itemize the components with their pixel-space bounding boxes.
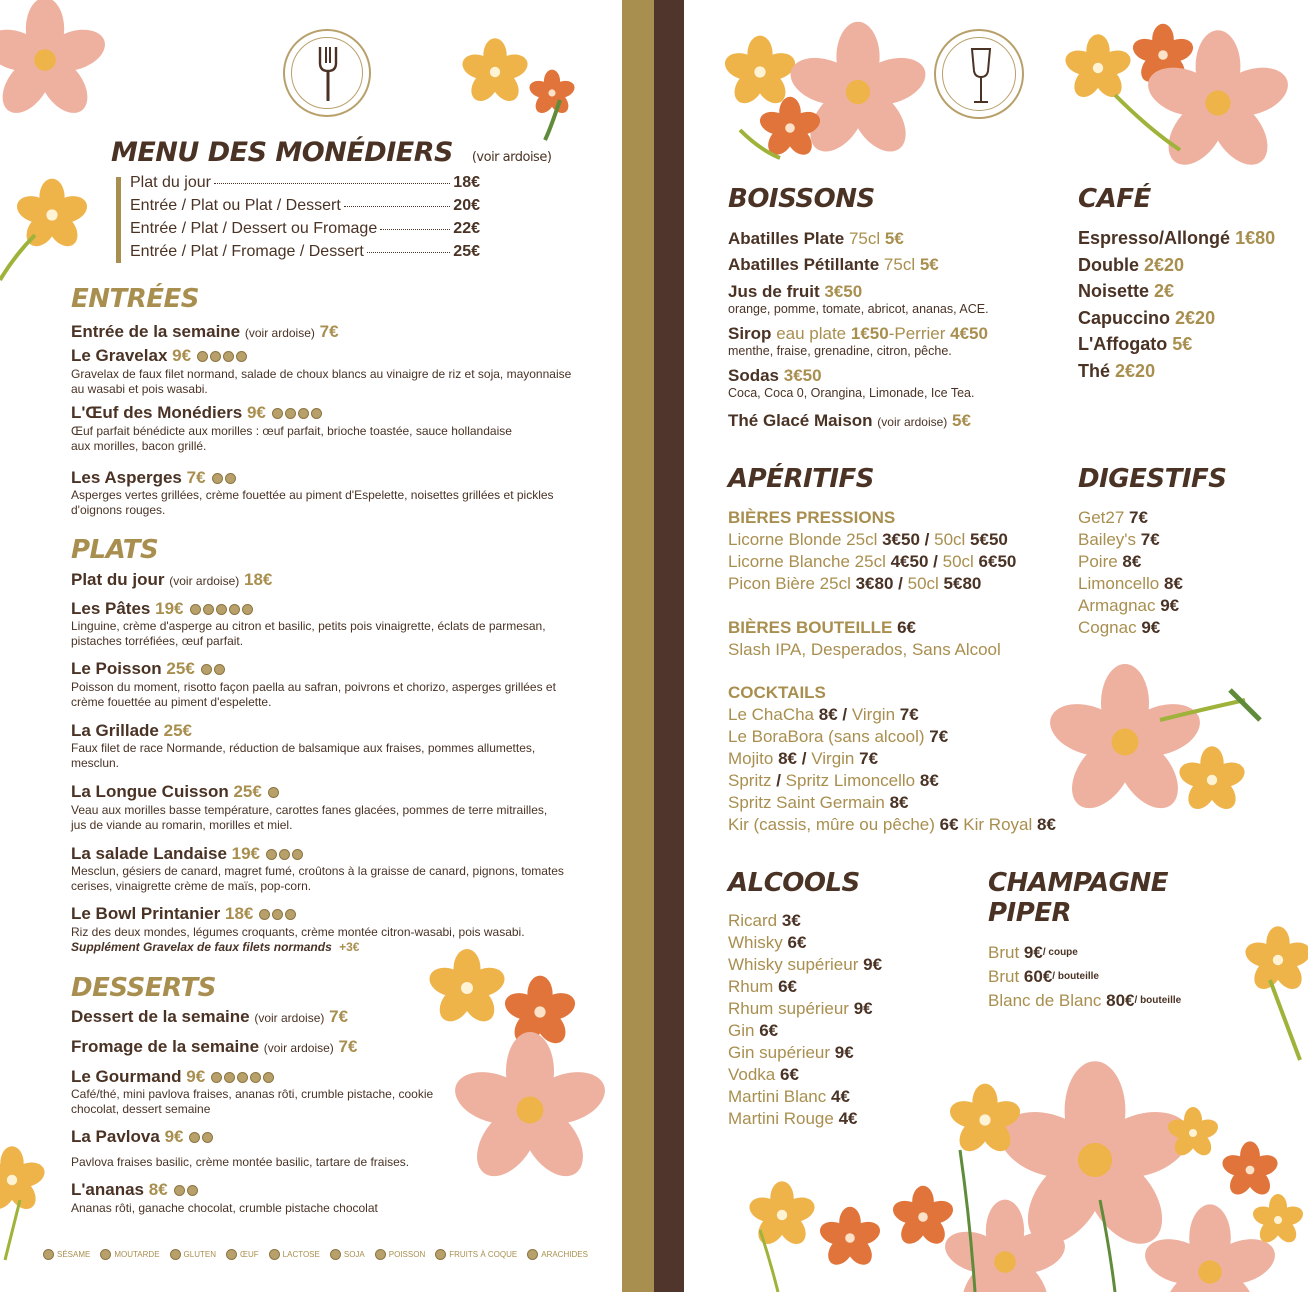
allergen-icons [268,787,279,798]
biere-item: Picon Bière 25cl 3€80 / 50cl 5€80 [728,574,982,593]
allergen-icons [190,604,253,615]
desc-grillade: Faux filet de race Normande, réduction de balsamique aux fraises, pommes allumettes, mesclun. [71,741,536,770]
digestif-item: Cognac 9€ [1078,618,1161,637]
digestifs-list [1078,507,1183,639]
cocktail-item: Le ChaCha 8€ / Virgin 7€ [728,705,919,724]
fork-medal [283,29,371,117]
dish-longue-cuisson: La Longue Cuisson 25€ [71,782,279,802]
legend-item: SÉSAME [43,1249,90,1260]
allergen-legend [43,1249,594,1260]
digestifs-title: DIGESTIFS [1078,464,1227,494]
allergen-icons [174,1185,198,1196]
bieres-bouteille-list: Slash IPA, Desperados, Sans Alcool [728,640,1001,659]
alcool-item: Whisky 6€ [728,933,807,952]
legend-item: SOJA [330,1249,365,1260]
alcool-item: Rhum 6€ [728,977,798,996]
desc-salade-landaise: Mesclun, gésiers de canard, magret fumé, croûtons à la graisse de canard, pignons, tomates cerises, vinaigrette crème de maïs, pop-corn. [71,864,564,893]
dish-entree-semaine: Entrée de la semaine (voir ardoise) 7€ [71,322,339,341]
dish-dessert-semaine: Dessert de la semaine (voir ardoise) 7€ [71,1007,349,1026]
digestif-item: Get27 7€ [1078,508,1148,527]
dish-oeuf: L'Œuf des Monédiers 9€ [71,403,322,423]
dish-salade-landaise: La salade Landaise 19€ [71,844,303,864]
cocktails-title: COCKTAILS [728,683,826,702]
alcool-item: Ricard 3€ [728,911,801,930]
allergen-icons [259,909,296,920]
fork-icon [315,45,341,103]
desc-oeuf: Œuf parfait bénédicte aux morilles : œuf parfait, brioche toastée, sauce hollandaise aux morilles, bacon grillé. [71,424,512,453]
alcool-item: Martini Rouge 4€ [728,1109,858,1128]
alcool-item: Gin 6€ [728,1021,779,1040]
desc-gourmand: Café/thé, mini pavlova fraises, ananas rôti, crumble pistache, cookie chocolat, dessert semaine [71,1087,434,1116]
menu-row: Entrée / Plat / Dessert ou Fromage 22€ [130,220,480,237]
dish-grillade: La Grillade 25€ [71,721,192,740]
bev-the-glace: Thé Glacé Maison (voir ardoise) 5€ [728,411,971,430]
champagne-title: CHAMPAGNE PIPER [988,868,1168,928]
alcool-item: Martini Blanc 4€ [728,1087,850,1106]
alcools-list [728,910,882,1130]
allergen-icons [197,351,247,362]
wine-glass-icon [967,47,995,105]
cafe-title: CAFÉ [1078,184,1151,214]
bieres-list [728,529,1016,595]
cocktails-list [728,704,1056,836]
legend-item: FRUITS À COQUE [435,1249,517,1260]
legend-item: MOUTARDE [100,1249,159,1260]
alcool-item: Vodka 6€ [728,1065,799,1084]
cafe-item: L'Affogato 5€ [1078,334,1193,354]
digestif-item: Limoncello 8€ [1078,574,1183,593]
digestif-item: Poire 8€ [1078,552,1142,571]
desc-pates: Linguine, crème d'asperge au citron et basilic, petits pois vinaigrette, éclats de parmesan, pistaches torréfiées, œuf parfait. [71,619,546,648]
aperitifs-title: APÉRITIFS [728,464,875,494]
legend-item: GLUTEN [170,1249,216,1260]
digestif-item: Armagnac 9€ [1078,596,1180,615]
dish-gravelax: Le Gravelax 9€ [71,346,247,366]
desc-gravelax: Gravelax de faux filet normand, salade de choux blancs au vinaigre de riz et soja, mayonnaise au wasabi et pois wasabi. [71,367,572,396]
biere-item: Licorne Blonde 25cl 3€50 / 50cl 5€50 [728,530,1008,549]
cafe-item: Capuccino 2€20 [1078,307,1216,328]
bev-sodas: Sodas 3€50 [728,366,822,385]
cocktail-item: Spritz Saint Germain 8€ [728,793,909,812]
legend-item: ŒUF [226,1249,259,1260]
center-band-brown [654,0,684,1292]
desserts-title: DESSERTS [71,973,216,1003]
bev-sirop-sub: menthe, fraise, grenadine, citron, pêche. [728,344,952,358]
dish-pates: Les Pâtes 19€ [71,599,253,619]
champagne-item: Brut 60€$^{/ bouteille}$ [988,967,1099,986]
allergen-icons [201,664,225,675]
allergen-icons [266,849,303,860]
cafe-item: Thé 2€20 [1078,360,1156,381]
cafe-item: Double 2€20 [1078,254,1185,275]
bev-sirop: Sirop eau plate 1€50-Perrier 4€50 [728,324,988,343]
cocktail-item: Spritz / Spritz Limoncello 8€ [728,771,939,790]
dish-poisson: Le Poisson 25€ [71,659,225,679]
menu-row: Entrée / Plat / Fromage / Dessert 25€ [130,243,480,260]
champagne-item: Brut 9€$^{/ coupe}$ [988,943,1078,962]
desc-pavlova: Pavlova fraises basilic, crème montée basilic, tartare de fraises. [71,1155,410,1169]
menu-bar [116,177,121,263]
biere-item: Licorne Blanche 25cl 4€50 / 50cl 6€50 [728,552,1017,571]
desc-bowl-printanier: Riz des deux mondes, légumes croquants, crème montée citron-wasabi, pois wasabi. [71,925,525,939]
cocktail-item: Kir (cassis, mûre ou pêche) 6€ Kir Royal 8€ [728,815,1056,834]
bieres-bouteille-title: BIÈRES BOUTEILLE 6€ [728,618,917,637]
cocktail-item: Le BoraBora (sans alcool) 7€ [728,727,949,746]
menu-note: (voir ardoise) [471,150,552,165]
champagne-list [988,941,1181,1013]
bev-abatilles-petillante: Abatilles Pétillante 75cl 5€ [728,255,939,274]
menu-row: Entrée / Plat ou Plat / Dessert 20€ [130,197,480,214]
dish-gourmand: Le Gourmand 9€ [71,1067,274,1087]
dish-pavlova: La Pavlova 9€ [71,1127,213,1147]
wine-glass-medal [934,29,1024,119]
dish-ananas: L'ananas 8€ [71,1180,198,1200]
cafe-item: Noisette 2€ [1078,281,1175,301]
alcool-item: Rhum supérieur 9€ [728,999,873,1018]
legend-item: LACTOSE [269,1249,320,1260]
bieres-pressions-title: BIÈRES PRESSIONS [728,508,896,527]
bev-jus-de-fruit: Jus de fruit 3€50 [728,282,863,301]
dish-plat-du-jour: Plat du jour (voir ardoise) 18€ [71,570,273,589]
cafe-list [1078,225,1275,384]
dish-bowl-printanier: Le Bowl Printanier 18€ [71,904,296,924]
legend-item: POISSON [375,1249,425,1260]
plats-title: PLATS [71,535,159,565]
desc-longue-cuisson: Veau aux morilles basse température, carottes fanes glacées, pommes de terre mitrailles, jus de viande au romarin, morilles et miel. [71,803,548,832]
bev-sodas-sub: Coca, Coca 0, Orangina, Limonade, Ice Tea. [728,386,975,400]
digestif-item: Bailey's 7€ [1078,530,1160,549]
allergen-icons [212,473,236,484]
legend-item: ARACHIDES [527,1249,588,1260]
menu-title: MENU DES MONÉDIERS (voir ardoise) [111,137,552,168]
desc-asperges: Asperges vertes grillées, crème fouettée au piment d'Espelette, noisettes grillées et pickles d'oignons rouges. [71,488,554,517]
menu-row: Plat du jour 18€ [130,174,480,191]
cafe-item: Espresso/Allongé 1€80 [1078,228,1276,248]
entrees-title: ENTRÉES [71,284,200,314]
desc-ananas: Ananas rôti, ganache chocolat, crumble pistache chocolat [71,1201,378,1215]
cocktail-item: Mojito 8€ / Virgin 7€ [728,749,879,768]
dish-fromage-semaine: Fromage de la semaine (voir ardoise) 7€ [71,1037,358,1056]
menu-rows [130,174,480,266]
champagne-item: Blanc de Blanc 80€$^{/ bouteille}$ [988,991,1182,1010]
supplement: Supplément Gravelax de faux filets normands +3€ [71,940,360,954]
alcools-title: ALCOOLS [728,868,860,898]
alcool-item: Gin supérieur 9€ [728,1043,854,1062]
desc-poisson: Poisson du moment, risotto façon paella au safran, poivrons et chorizo, asperges grillées et crème fouettée au piment d'espelette. [71,680,556,709]
allergen-icons [189,1132,213,1143]
center-band-gold [622,0,654,1292]
bev-abatilles-plate: Abatilles Plate 75cl 5€ [728,229,904,248]
dish-asperges: Les Asperges 7€ [71,468,236,488]
allergen-icons [211,1072,274,1083]
allergen-icons [272,408,322,419]
alcool-item: Whisky supérieur 9€ [728,955,883,974]
bev-jus-de-fruit-sub: orange, pomme, tomate, abricot, ananas, ACE. [728,302,989,316]
boissons-title: BOISSONS [728,184,875,214]
